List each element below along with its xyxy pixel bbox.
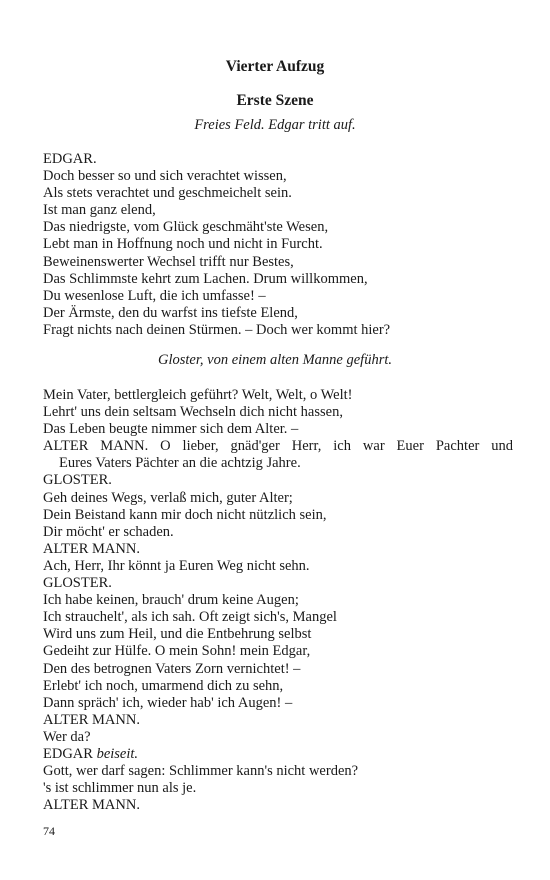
verse-line: Wird uns zum Heil, und die Entbehrung selbst (43, 626, 312, 643)
verse-line: Den des betrognen Vaters Zorn vernichtet! – (43, 660, 301, 677)
page-number: 74 (43, 824, 55, 838)
verse-line: Dein Beistand kann mir doch nicht nützlich sein, (43, 506, 327, 523)
prose-line-continued: Eures Vaters Pächter an die achtzig Jahre. (59, 455, 301, 472)
verse-line: Ich strauchelt', als ich sah. Oft zeigt sich's, Mangel (43, 609, 337, 626)
verse-line: Dann spräch' ich, wieder hab' ich Augen! – (43, 694, 293, 711)
verse-line: Fragt nichts nach deinen Stürmen. – Doch wer kommt hier? (43, 321, 391, 338)
verse-line: Lehrt' uns dein seltsam Wechseln dich nicht hassen, (43, 404, 343, 421)
speaker-label: ALTER MANN. (43, 540, 140, 557)
verse-line: Das niedrigste, vom Glück geschmäht'ste Wesen, (43, 219, 329, 236)
text-block-edgar-monologue (43, 151, 513, 339)
aside-direction: beiseit. (96, 745, 139, 762)
verse-line: Doch besser so und sich verachtet wissen, (43, 168, 287, 185)
verse-line: Erlebt' ich noch, umarmend dich zu sehn, (43, 677, 284, 694)
verse-line: Das Leben beugte nimmer sich dem Alter. – (43, 421, 299, 438)
prose-line: ALTER MANN. O lieber, gnäd'ger Herr, ich war Euer Pachter und (43, 438, 513, 455)
speaker-label: GLOSTER. (43, 575, 112, 592)
verse-line: Gott, wer darf sagen: Schlimmer kann's nicht werden? (43, 763, 359, 780)
verse-line: 's ist schlimmer nun als je. (43, 780, 197, 797)
stage-direction-middle: Gloster, von einem alten Manne geführt. (158, 352, 392, 368)
speaker-name: EDGAR (43, 745, 93, 762)
verse-line: Wer da? (43, 728, 91, 745)
verse-line: Du wesenlose Luft, die ich umfasse! – (43, 287, 266, 304)
verse-line: Dir möcht' er schaden. (43, 523, 174, 540)
verse-line: Lebt man in Hoffnung noch und nicht in Furcht. (43, 236, 323, 253)
verse-line: Als stets verachtet und geschmeichelt sein. (43, 185, 292, 202)
verse-line: Geh deines Wegs, verlaß mich, guter Alter; (43, 489, 293, 506)
verse-line: Ist man ganz elend, (43, 202, 156, 219)
speaker-label: GLOSTER. (43, 472, 112, 489)
verse-line: Mein Vater, bettlergleich geführt? Welt, Welt, o Welt! (43, 387, 353, 403)
verse-line: Der Ärmste, den du warfst ins tiefste Elend, (43, 304, 298, 321)
verse-line: Beweinenswerter Wechsel trifft nur Bestes, (43, 253, 294, 270)
speaker-label: ALTER MANN. (43, 797, 140, 814)
speaker-label: EDGAR. (43, 151, 97, 167)
scene-title: Erste Szene (236, 92, 314, 109)
speaker-label: ALTER MANN. (43, 711, 140, 728)
text-block-dialogue (43, 387, 513, 814)
stage-direction-opening: Freies Feld. Edgar tritt auf. (194, 117, 356, 133)
speaker-label-with-aside (43, 746, 513, 763)
verse-line: Das Schlimmste kehrt zum Lachen. Drum willkommen, (43, 270, 368, 287)
verse-line: Ach, Herr, Ihr könnt ja Euren Weg nicht sehn. (43, 557, 310, 574)
act-title: Vierter Aufzug (225, 58, 325, 75)
verse-line: Gedeiht zur Hülfe. O mein Sohn! mein Edgar, (43, 643, 311, 660)
verse-line: Ich habe keinen, brauch' drum keine Augen; (43, 592, 299, 609)
